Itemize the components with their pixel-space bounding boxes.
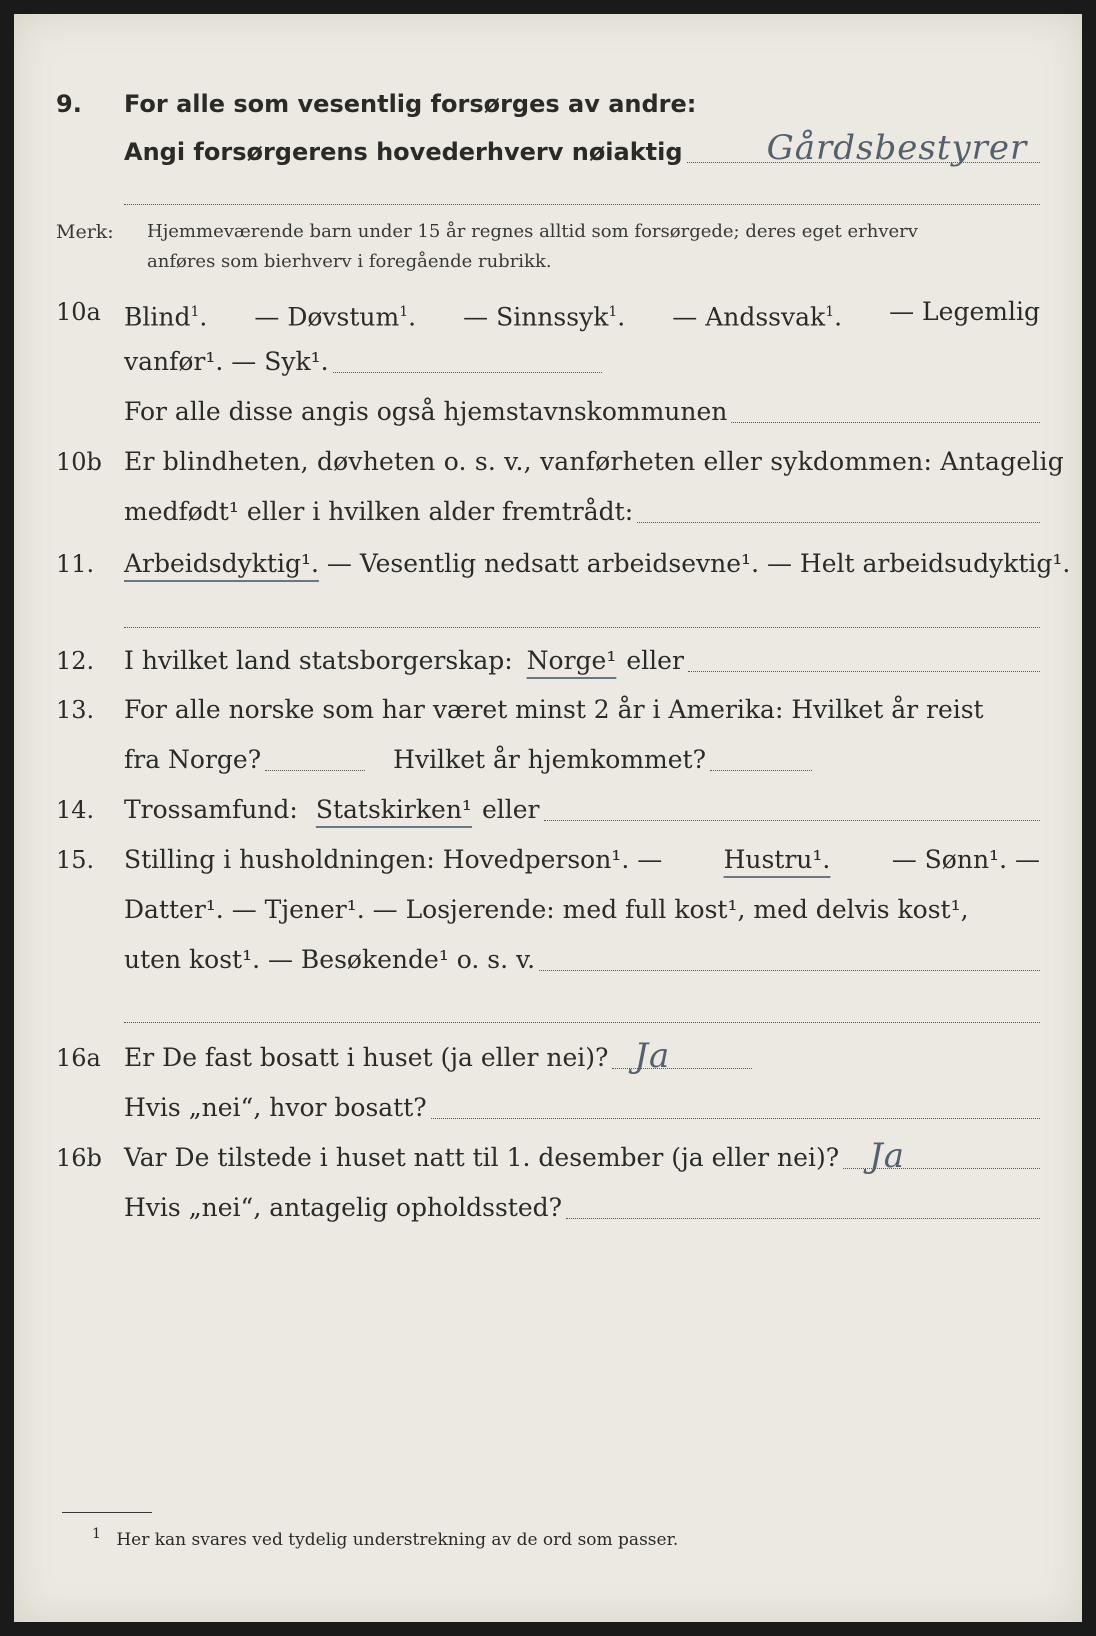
q10a-opt-andssvak: — Andssvak — [672, 302, 826, 332]
footnote — [92, 1526, 678, 1550]
q9-line1: For alle som vesentlig forsørges av andre: — [124, 90, 697, 118]
q12-prefix: I hvilket land statsborgerskap: — [124, 646, 513, 675]
footnote-mark: 1 — [92, 1526, 101, 1542]
q16a-row1 — [14, 1038, 1082, 1078]
q13-row1 — [14, 690, 1082, 730]
q11-number: 11. — [56, 550, 95, 578]
q11-extra-line — [124, 627, 1040, 628]
q10a-line2: vanfør¹. — Syk¹. — [124, 347, 329, 376]
q16a-row2 — [14, 1088, 1082, 1128]
q15-line1b: — Sønn¹. — — [891, 845, 1040, 874]
q16b-row1 — [14, 1138, 1082, 1178]
q16b-line2: Hvis „nei“, antagelig opholdssted? — [124, 1193, 563, 1222]
q10b-row1 — [14, 442, 1082, 482]
q15-row1 — [14, 840, 1082, 880]
footnote-rule — [62, 1512, 152, 1513]
q10a-opt-sinnssyk: — Sinnssyk — [463, 302, 609, 332]
q10a-opt-blind: Blind — [124, 302, 191, 332]
q16b-answer-handwriting: Ja — [869, 1136, 906, 1176]
q10a-row2 — [14, 342, 1082, 382]
merk-line1: Hjemmeværende barn under 15 år regnes alltid som forsørgede; deres eget erhverv — [147, 221, 918, 242]
q15-extra-line — [124, 1022, 1040, 1023]
q10b-line1: Er blindheten, døvheten o. s. v., vanførheten eller sykdommen: Antagelig — [124, 447, 1064, 476]
merk-label: Merk: — [56, 221, 114, 243]
footnote-text: Her kan svares ved tydelig understrekning av de ord som passer. — [116, 1529, 679, 1550]
q16b-number: 16b — [56, 1144, 102, 1172]
q10a-number: 10a — [56, 298, 101, 326]
q16a-line1: Er De fast bosatt i huset (ja eller nei)? — [124, 1043, 609, 1072]
q10a-opt-dovstum: — Døvstum — [254, 302, 400, 332]
q10a-row1: 10a Blind$^1$. — Døvstum$^1$. — Sinnssyk$^1$. — Andssvak$^1$. — Legemlig — [14, 292, 1082, 332]
q16a-number: 16a — [56, 1044, 101, 1072]
q10a-line3: For alle disse angis også hjemstavnskommunen — [124, 397, 728, 426]
q11-opt-arbeidsdyktig: Arbeidsdyktig¹. — [124, 549, 319, 578]
q15-line3: uten kost¹. — Besøkende¹ o. s. v. — [124, 945, 536, 974]
q10b-line2: medfødt¹ eller i hvilken alder fremtrådt: — [124, 497, 634, 526]
merk-line2: anføres som bierhverv i foregående rubrikk. — [147, 251, 552, 272]
q9-row2 — [14, 128, 1082, 172]
q12-number: 12. — [56, 647, 95, 675]
q15-number: 15. — [56, 846, 95, 874]
q12-suffix: eller — [626, 646, 684, 675]
q14-opt-statskirken: Statskirken¹ — [315, 795, 472, 824]
q12-opt-norge: Norge¹ — [526, 646, 617, 675]
q9-extra-line — [124, 204, 1040, 205]
q15-opt-hustru: Hustru¹. — [723, 845, 831, 874]
q10b-number: 10b — [56, 448, 102, 476]
q14-number: 14. — [56, 796, 95, 824]
q16b-line1: Var De tilstede i huset natt til 1. desember (ja eller nei)? — [124, 1143, 840, 1172]
q13-line2a: fra Norge? — [124, 745, 262, 774]
q16a-line2: Hvis „nei“, hvor bosatt? — [124, 1093, 427, 1122]
q16b-row2 — [14, 1188, 1082, 1228]
q15-line1a: Stilling i husholdningen: Hovedperson¹. — — [124, 845, 663, 874]
q9-line2: Angi forsørgerens hovederhverv nøiaktig — [124, 138, 683, 166]
q16a-answer-handwriting: Ja — [634, 1036, 671, 1076]
q9-row1 — [14, 84, 1082, 124]
q15-line2: Datter¹. — Tjener¹. — Losjerende: med full kost¹, med delvis kost¹, — [124, 895, 969, 924]
q12-row — [14, 641, 1082, 681]
q14-prefix: Trossamfund: — [124, 795, 298, 824]
q9-number: 9. — [56, 90, 82, 118]
q9-answer-handwriting: Gårdsbestyrer — [766, 128, 1028, 168]
q11-row — [14, 544, 1082, 584]
q10a-opt-legemlig: — Legemlig — [889, 297, 1040, 326]
q15-row2 — [14, 890, 1082, 930]
q10a-row3 — [14, 392, 1082, 432]
q14-row — [14, 790, 1082, 830]
q13-number: 13. — [56, 696, 95, 724]
q13-line2b: Hvilket år hjemkommet? — [393, 745, 707, 774]
q13-line1: For alle norske som har været minst 2 år i Amerika: Hvilket år reist — [124, 695, 984, 724]
q10b-row2 — [14, 492, 1082, 532]
census-form-page — [14, 14, 1082, 1622]
q11-rest: — Vesentlig nedsatt arbeidsevne¹. — Helt arbeidsudyktig¹. — [326, 549, 1071, 578]
q13-row2 — [14, 740, 1082, 780]
q15-row3 — [14, 940, 1082, 980]
q14-suffix: eller — [481, 795, 540, 824]
